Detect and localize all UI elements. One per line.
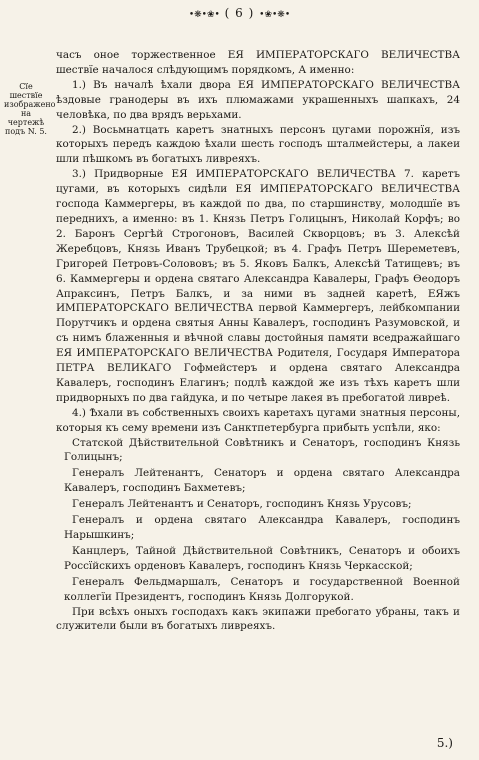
- catchword: 5.): [436, 736, 453, 750]
- paragraph-1: 1.) Въ началѣ ѣхали двора ЕЯ ИМПЕРАТОРСКАГО ВЕЛИЧЕСТВА ѣздовые гранодеры въ ихъ плюмажами украшенныхъ шапкахъ, 24 человѣка, по два врядъ верьхами.: [56, 78, 460, 121]
- list-item: Канцлеръ, Тайной Дѣйствительной Совѣтникъ, Сенаторъ и обоихъ Россїйскихъ орденовъ Кавалеръ, господинъ Князь Черкасской;: [64, 544, 460, 572]
- main-text: [56, 48, 460, 634]
- list-item: Генералъ Лейтенантъ и Сенаторъ, господинъ Князь Урусовъ;: [72, 498, 412, 511]
- page-header: [0, 6, 479, 20]
- paragraph-2: 2.) Восьмнатцать каретъ знатныхъ персонъ цугами порожнїя, изъ которыхъ передъ каждою ѣхали шесть господъ шталмейстеры, а лакеи шли пѣшкомъ въ богатыхъ ливреяхъ.: [56, 123, 460, 166]
- list-item: Генералъ Фельдмаршалъ, Сенаторъ и государственной Военной коллегїи Президентъ, господинъ Князь Долгорукой.: [64, 575, 460, 603]
- paragraph-intro: часъ оное торжественное ЕЯ ИМПЕРАТОРСКАГО ВЕЛИЧЕСТВА шествїе началося слѣдующимъ порядкомъ, А именно:: [56, 49, 460, 76]
- list-item: Генералъ и ордена святаго Александра Кавалеръ, господинъ Нарышкинъ;: [64, 514, 460, 541]
- list-item: Статской Дѣйствительной Совѣтникъ и Сенаторъ, господинъ Князь Голицынъ;: [64, 436, 460, 464]
- paragraph-3: 3.) Придворные ЕЯ ИМПЕРАТОРСКАГО ВЕЛИЧЕСТВА 7. каретъ цугами, въ которыхъ сидѣли ЕЯ ИМПЕРАТОРСКАГО ВЕЛИЧЕСТВА господа Каммергеры, въ каждой по два, по старшинству, молодшїе въ переднихъ, а именно: въ 1. Князь Петръ Голицынъ, Николай Корфъ; во 2. Баронъ Сергѣй Строгоновъ, Василей Скворцовъ; въ 3. Алексѣй Жеребцовъ, Князь Иванъ Трубецкой; въ 4. Графъ Петръ Шереметевъ, Григорей Петровъ-Солововъ; въ 5. Яковъ Балкъ, Алексѣй Татищевъ; въ 6. Каммергеры и ордена святаго Александра Кавалеры, Графъ Ѳеодоръ Апраксинъ, Петръ Балкъ, и за ними въ задней каретѣ, ЕЯжъ ИМПЕРАТОРСКАГО ВЕЛИЧЕСТВА первой Каммергеръ, лейбкомпании Порутчикъ и ордена святыя Анны Кавалеръ, господинъ Разумовской, и съ нимъ блаженныя и вѣчной славы достойныя памяти вседражайшаго ЕЯ ИМПЕРАТОРСКАГО ВЕЛИЧЕСТВА Родителя, Государя Императора ПЕТРА ВЕЛИКАГО Гофмейстеръ и ордена святаго Александра Кавалеръ, господинъ Елагинъ; подлѣ каждой же изъ тѣхъ каретъ шли придворныхъ по два гайдука, и по четыре лакея въ пребогатой ливреѣ.: [56, 168, 460, 404]
- paragraph-closing: При всѣхъ оныхъ господахъ какъ экипажи пребогато убраны, такъ и служители были въ богатыхъ ливреяхъ.: [56, 605, 460, 633]
- paragraph-4: 4.) Ѣхали въ собственныхъ своихъ каретахъ цугами знатныя персоны, которыя къ сему времени изъ Санктпетербурга прибыть успѣли, яко:: [56, 406, 460, 434]
- page-number: ( 6 ): [224, 6, 255, 20]
- ornament-right: •❀•❋•: [259, 10, 291, 20]
- list-item: Генералъ Лейтенантъ, Сенаторъ и ордена святаго Александра Кавалеръ, господинъ Бахметевъ;: [64, 467, 460, 495]
- margin-note: Сїе шествїе изображено на чертежѣ подъ N. 5.: [4, 82, 56, 136]
- ornament-left: •❋•❀•: [188, 10, 220, 20]
